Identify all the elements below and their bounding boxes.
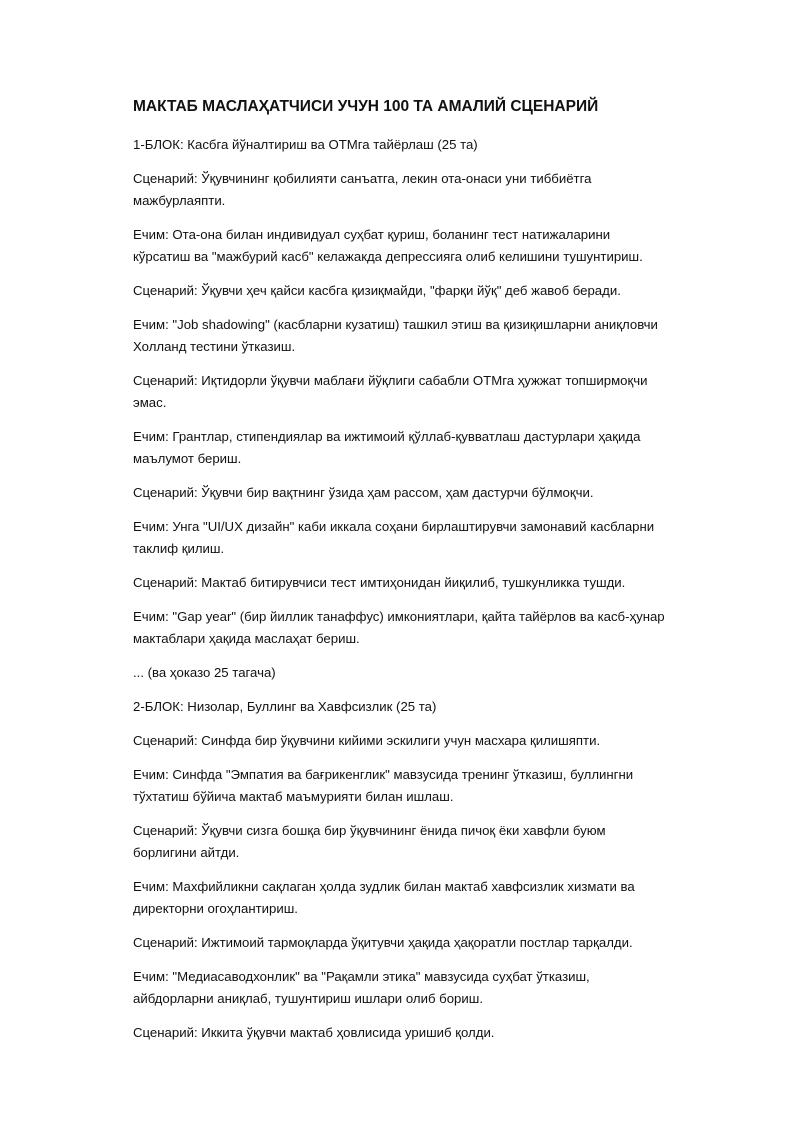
solution-paragraph-line: тўхтатиш бўйича мактаб маъмурияти билан ишлаш. <box>133 789 454 804</box>
scenario-paragraph <box>133 482 681 504</box>
solution-paragraph <box>133 224 681 268</box>
scenario-paragraph-line: Сценарий: Ўқувчи ҳеч қайси касбга қизиқмайди, "фарқи йўқ" деб жавоб беради. <box>133 283 621 298</box>
solution-paragraph-line: Ечим: Унга "UI/UX дизайн" каби иккала соҳани бирлаштирувчи замонавий касбларни <box>133 519 655 534</box>
solution-paragraph <box>133 516 681 560</box>
scenario-paragraph-line: Сценарий: Ўқувчи бир вақтнинг ўзида ҳам рассом, ҳам дастурчи бўлмоқчи. <box>133 485 594 500</box>
scenario-paragraph <box>133 820 681 864</box>
scenario-paragraph-line: Сценарий: Ўқувчи сизга бошқа бир ўқувчининг ёнида пичоқ ёки хавфли буюм <box>133 823 606 838</box>
scenario-paragraph-line: Сценарий: Мактаб битирувчиси тест имтиҳонидан йиқилиб, тушкунликка тушди. <box>133 575 626 590</box>
solution-paragraph-line: Ечим: Синфда "Эмпатия ва бағрикенглик" мавзусида тренинг ўтказиш, буллингни <box>133 767 634 782</box>
scenario-paragraph-line: Сценарий: Ижтимоий тармоқларда ўқитувчи ҳақида ҳақоратли постлар тарқалди. <box>133 935 633 950</box>
solution-paragraph-line: Холланд тестини ўтказиш. <box>133 339 296 354</box>
scenario-paragraph-line: эмас. <box>133 395 167 410</box>
scenario-paragraph-line: мажбурлаяпти. <box>133 193 226 208</box>
solution-paragraph <box>133 876 681 920</box>
scenario-paragraph <box>133 932 681 954</box>
solution-paragraph-line: Ечим: "Job shadowing" (касбларни кузатиш) ташкил этиш ва қизиқишларни аниқловчи <box>133 317 658 332</box>
scenario-paragraph-line: Сценарий: Иқтидорли ўқувчи маблағи йўқлиги сабабли ОТМга ҳужжат топширмоқчи <box>133 373 648 388</box>
scenario-paragraph <box>133 168 681 212</box>
scenario-paragraph-line: Сценарий: Ўқувчининг қобилияти санъатга, лекин ота-онаси уни тиббиётга <box>133 171 592 186</box>
solution-paragraph-line: маълумот бериш. <box>133 451 242 466</box>
solution-paragraph-line: кўрсатиш ва "мажбурий касб" келажакда депрессияга олиб келишини тушунтириш. <box>133 249 643 264</box>
solution-paragraph-line: Ечим: "Gap year" (бир йиллик танаффус) имкониятлари, қайта тайёрлов ва касб-ҳунар <box>133 609 665 624</box>
solution-paragraph-line: Ечим: "Медиасаводхонлик" ва "Рақамли этика" мавзусида суҳбат ўтказиш, <box>133 969 590 984</box>
scenario-paragraph-line: Сценарий: Иккита ўқувчи мактаб ҳовлисида уришиб қолди. <box>133 1025 495 1040</box>
scenario-paragraph-line: борлигини айтди. <box>133 845 240 860</box>
scenario-paragraph <box>133 572 681 594</box>
solution-paragraph <box>133 966 681 1010</box>
scenario-paragraph <box>133 730 681 752</box>
solution-paragraph-line: айбдорларни аниқлаб, тушунтириш ишлари олиб бориш. <box>133 991 483 1006</box>
block-heading: 1-БЛОК: Касбга йўналтириш ва ОТМга тайёрлаш (25 та) <box>133 137 478 152</box>
solution-paragraph-line: Ечим: Махфийликни сақлаган ҳолда зудлик билан мактаб хавфсизлик хизмати ва <box>133 879 635 894</box>
document-title: МАКТАБ МАСЛАҲАТЧИСИ УЧУН 100 ТА АМАЛИЙ СЦЕНАРИЙ <box>133 98 599 115</box>
solution-paragraph-line: таклиф қилиш. <box>133 541 225 556</box>
solution-paragraph <box>133 606 681 650</box>
scenario-paragraph <box>133 1022 681 1044</box>
scenario-paragraph <box>133 370 681 414</box>
scenario-paragraph-line: Сценарий: Синфда бир ўқувчини кийими эскилиги учун масхара қилишяпти. <box>133 733 601 748</box>
solution-paragraph-line: мактаблари ҳақида маслаҳат бериш. <box>133 631 360 646</box>
note-paragraph-line: ... (ва ҳоказо 25 тагача) <box>133 665 276 680</box>
note-paragraph <box>133 662 681 684</box>
solution-paragraph <box>133 314 681 358</box>
solution-paragraph-line: Ечим: Ота-она билан индивидуал суҳбат қуриш, боланинг тест натижаларини <box>133 227 611 242</box>
solution-paragraph-line: Ечим: Грантлар, стипендиялар ва ижтимоий қўллаб-қувватлаш дастурлари ҳақида <box>133 429 641 444</box>
solution-paragraph-line: директорни огоҳлантириш. <box>133 901 298 916</box>
solution-paragraph <box>133 764 681 808</box>
block-heading: 2-БЛОК: Низолар, Буллинг ва Хавфсизлик (25 та) <box>133 699 437 714</box>
solution-paragraph <box>133 426 681 470</box>
scenario-paragraph <box>133 280 681 302</box>
